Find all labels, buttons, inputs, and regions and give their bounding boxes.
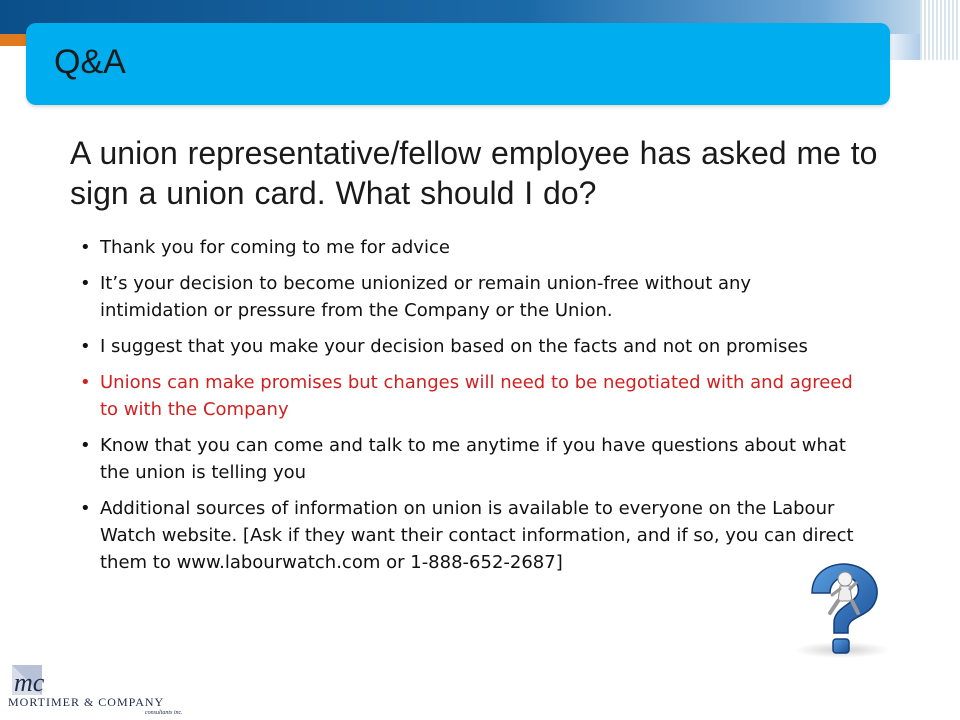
bullet-icon: • [80,435,91,456]
mc-monogram-icon [8,662,68,698]
bullet-icon: • [80,498,91,519]
bullet-text: Know that you can come and talk to me anytime if you have questions about what the union is telling you [100,435,846,483]
question-mark-svg [790,555,900,665]
title-bar [26,23,890,105]
bullet-text: Thank you for coming to me for advice [100,237,450,258]
bullet-text: It’s your decision to become unionized or remain union-free without any intimidation or pressure from the Company or the Union. [100,273,752,321]
corner-stripes [920,0,960,60]
bullet-icon: • [80,237,91,258]
bullet-text: I suggest that you make your decision based on the facts and not on promises [100,336,808,357]
bullet-item [80,270,860,324]
bullet-icon: • [80,372,91,393]
slide-question: A union representative/fellow employee has asked me to sign a union card. What should I do? [70,135,878,211]
slide-title: Q&A [54,43,126,81]
bullet-item [80,495,860,576]
bullet-text: Unions can make promises but changes will need to be negotiated with and agreed to with the Company [100,372,853,420]
bullet-item-highlighted [80,369,860,423]
logo-subtitle: consultants inc. [145,710,183,716]
bullet-item [80,333,860,360]
bullet-icon: • [80,273,91,294]
bullet-icon: • [80,336,91,357]
bullet-text: Additional sources of information on union is available to everyone on the Labour Watch website. [Ask if they want their contact information, and if so, you can direct them to www.labourwatch.com or 1-888-652-2687] [100,498,854,573]
logo-company-name: MORTIMER & COMPANY [8,695,165,709]
bullet-list [80,234,860,585]
question-mark-figure-icon [790,555,900,665]
bullet-item [80,234,860,261]
logo-monogram: mc [14,668,45,697]
bullet-item [80,432,860,486]
